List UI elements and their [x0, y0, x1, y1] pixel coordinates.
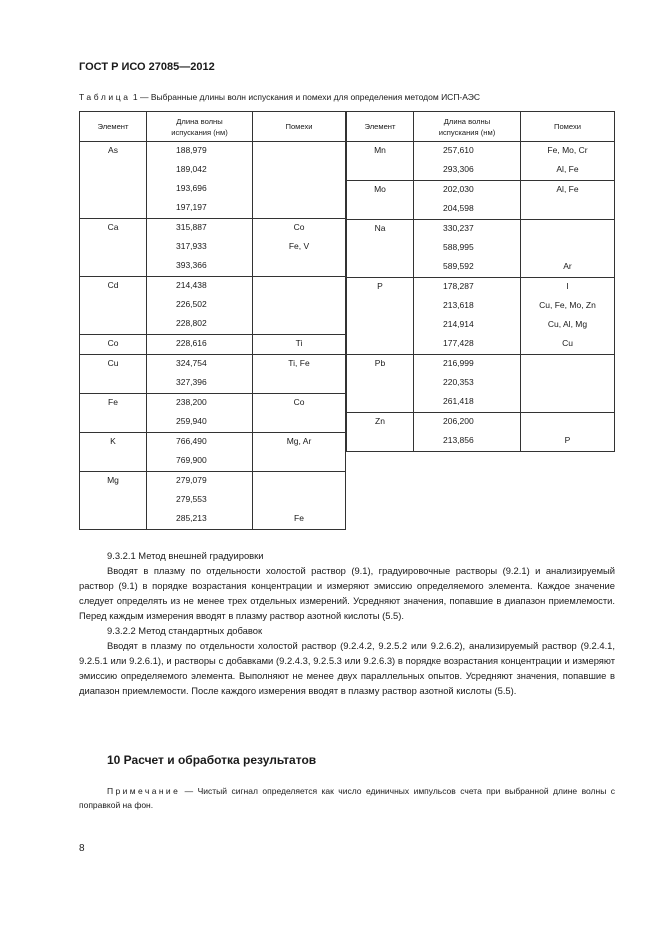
table-row — [347, 239, 615, 258]
element-cell — [347, 239, 414, 258]
wavelength-cell: 213,618 — [414, 297, 521, 316]
page-number: 8 — [79, 843, 85, 854]
table-row — [80, 315, 346, 335]
table-row — [347, 316, 615, 335]
col-header-interference: Помехи — [521, 112, 615, 142]
element-cell — [347, 258, 414, 278]
interference-cell — [253, 374, 346, 394]
interference-cell — [253, 315, 346, 335]
element-cell — [80, 374, 147, 394]
table-row — [80, 413, 346, 433]
element-cell — [80, 180, 147, 199]
table-row — [347, 393, 615, 413]
element-cell — [347, 432, 414, 452]
interference-cell: Co — [253, 394, 346, 414]
wavelength-cell: 588,995 — [414, 239, 521, 258]
element-cell — [80, 315, 147, 335]
element-cell — [80, 161, 147, 180]
wavelength-cell: 202,030 — [414, 181, 521, 201]
wavelength-cell: 178,287 — [414, 278, 521, 298]
wavelength-cell: 204,598 — [414, 200, 521, 220]
wavelength-cell: 766,490 — [147, 433, 253, 453]
element-cell: Mo — [347, 181, 414, 201]
col-header-wavelength-line1: Длина волны — [443, 116, 491, 126]
interference-cell: I — [521, 278, 615, 298]
method-2-text: Вводят в плазму по отдельности холостой раствор (9.2.4.2, 9.2.5.2 или 9.2.6.2), анализируемый раствор (9.2.4.1, 9.2.5.1 или 9.2.6.1), и растворы с добавками (9.2.4.3, 9.2.5.3 или 9.2.6.3) в порядке возрастания концентрации и измеряют эмиссию определяемого элемента. Выполняют не менее двух параллельных опытов. Усредняют значения, попавшие в диапазон приемлемости. После каждого измерения вводят в плазму раствор азотной кислоты (5.5). — [79, 640, 615, 696]
element-cell — [80, 257, 147, 277]
interference-cell: Ar — [521, 258, 615, 278]
table-row — [80, 433, 346, 453]
table-row — [80, 452, 346, 472]
table-row — [80, 296, 346, 315]
element-cell: K — [80, 433, 147, 453]
interference-cell: Fe, Mo, Cr — [521, 142, 615, 162]
interference-cell — [521, 413, 615, 433]
interference-cell: Ti — [253, 335, 346, 355]
element-cell — [80, 452, 147, 472]
table-row — [347, 278, 615, 298]
wavelength-cell: 213,856 — [414, 432, 521, 452]
wavelength-cell: 214,438 — [147, 277, 253, 297]
interference-cell: Ti, Fe — [253, 355, 346, 375]
interference-cell — [521, 239, 615, 258]
table-row — [80, 219, 346, 239]
wavelength-cell: 285,213 — [147, 510, 253, 530]
col-header-element: Элемент — [347, 112, 414, 142]
table-row — [80, 142, 346, 162]
wavelength-cell: 257,610 — [414, 142, 521, 162]
element-cell — [347, 200, 414, 220]
table-row — [80, 491, 346, 510]
interference-cell — [521, 374, 615, 393]
interference-cell — [253, 142, 346, 162]
interference-cell — [521, 393, 615, 413]
interference-cell: Fe — [253, 510, 346, 530]
element-cell — [80, 199, 147, 219]
method-1-text: Вводят в плазму по отдельности холостой раствор (9.1), градуировочные растворы (9.2.1) и анализируемый раствор (9.1) в порядке возрастания концентрации и измеряют эмиссию определяемого элемента. Каждое значение следует определять из не менее трех отдельных измерений. Усредняют значения, попавшие в диапазон приемлемости. Перед каждым измерения вводят в плазму раствор азотной кислоты (5.5). — [79, 565, 615, 621]
table-row — [80, 161, 346, 180]
table-row — [347, 161, 615, 181]
wavelength-cell: 324,754 — [147, 355, 253, 375]
table-row — [347, 432, 615, 452]
col-header-wavelength — [414, 112, 521, 142]
interference-cell — [253, 199, 346, 219]
element-cell — [347, 335, 414, 355]
interference-cell: Al, Fe — [521, 161, 615, 181]
table-row — [347, 374, 615, 393]
note-text: — Чистый сигнал определяется как число единичных импульсов счета при выбранной длине волны с поправкой на фон. — [79, 786, 615, 810]
table-row — [80, 277, 346, 297]
col-header-wavelength-line2: испускания (нм) — [438, 127, 496, 137]
wavelength-cell: 206,200 — [414, 413, 521, 433]
table-header-row — [80, 112, 346, 142]
wavelength-cell: 193,696 — [147, 180, 253, 199]
document-header: ГОСТ Р ИСО 27085—2012 — [79, 61, 215, 73]
wavelength-cell: 261,418 — [414, 393, 521, 413]
table-row — [347, 413, 615, 433]
note — [79, 784, 615, 812]
interference-cell: Fe, V — [253, 238, 346, 257]
element-cell: As — [80, 142, 147, 162]
element-cell: P — [347, 278, 414, 298]
interference-cell: P — [521, 432, 615, 452]
wavelength-cell: 228,802 — [147, 315, 253, 335]
element-cell: Fe — [80, 394, 147, 414]
interference-cell: Co — [253, 219, 346, 239]
table-row — [347, 181, 615, 201]
wavelength-cell: 226,502 — [147, 296, 253, 315]
element-cell — [80, 491, 147, 510]
wavelength-cell: 259,940 — [147, 413, 253, 433]
element-cell: Zn — [347, 413, 414, 433]
interference-cell — [253, 472, 346, 492]
element-cell — [80, 296, 147, 315]
table-caption — [79, 92, 480, 102]
interference-cell — [253, 491, 346, 510]
wavelength-cell: 330,237 — [414, 220, 521, 240]
element-cell: Pb — [347, 355, 414, 375]
interference-cell: Mg, Ar — [253, 433, 346, 453]
wavelength-cell: 327,396 — [147, 374, 253, 394]
wavelength-cell: 216,999 — [414, 355, 521, 375]
interference-cell: Al, Fe — [521, 181, 615, 201]
table-caption-text: 1 — Выбранные длины волн испускания и помехи для определения методом ИСП-АЭС — [130, 92, 480, 102]
element-cell: Cu — [80, 355, 147, 375]
element-cell — [347, 316, 414, 335]
table-row — [347, 258, 615, 278]
element-cell — [347, 393, 414, 413]
wavelength-cell: 197,197 — [147, 199, 253, 219]
element-cell — [347, 297, 414, 316]
table-caption-label: Таблица — [79, 92, 131, 102]
wavelength-cell: 228,616 — [147, 335, 253, 355]
wavelength-cell: 393,366 — [147, 257, 253, 277]
element-cell: Cd — [80, 277, 147, 297]
interference-cell — [253, 161, 346, 180]
element-cell: Mn — [347, 142, 414, 162]
table-row — [80, 199, 346, 219]
table-row — [80, 510, 346, 530]
section-title: 10 Расчет и обработка результатов — [107, 753, 317, 767]
wavelength-cell: 769,900 — [147, 452, 253, 472]
wavelength-cell: 189,042 — [147, 161, 253, 180]
table-row — [347, 142, 615, 162]
interference-cell: Cu, Al, Mg — [521, 316, 615, 335]
wavelength-table-left — [79, 111, 346, 530]
element-cell — [347, 161, 414, 181]
table-row — [347, 297, 615, 316]
table-row — [347, 335, 615, 355]
wavelength-cell: 315,887 — [147, 219, 253, 239]
method-1-title: 9.3.2.1 Метод внешней градуировки — [107, 550, 264, 561]
note-label: Примечание — [107, 786, 181, 796]
interference-cell — [253, 413, 346, 433]
interference-cell — [253, 452, 346, 472]
wavelength-cell: 188,979 — [147, 142, 253, 162]
col-header-element: Элемент — [80, 112, 147, 142]
element-cell: Na — [347, 220, 414, 240]
element-cell — [80, 238, 147, 257]
interference-cell: Cu — [521, 335, 615, 355]
wavelength-table-right — [346, 111, 615, 452]
interference-cell — [253, 257, 346, 277]
table-row — [347, 220, 615, 240]
wavelength-cell: 220,353 — [414, 374, 521, 393]
wavelength-cell: 317,933 — [147, 238, 253, 257]
interference-cell: Cu, Fe, Mo, Zn — [521, 297, 615, 316]
table-row — [80, 472, 346, 492]
table-row — [80, 374, 346, 394]
element-cell — [347, 374, 414, 393]
interference-cell — [253, 296, 346, 315]
interference-cell — [253, 277, 346, 297]
table-row — [80, 180, 346, 199]
table-row — [80, 238, 346, 257]
interference-cell — [521, 200, 615, 220]
col-header-wavelength — [147, 112, 253, 142]
element-cell: Ca — [80, 219, 147, 239]
element-cell: Co — [80, 335, 147, 355]
element-cell: Mg — [80, 472, 147, 492]
methods-section — [79, 548, 615, 698]
table-row — [347, 200, 615, 220]
interference-cell — [521, 220, 615, 240]
table-row — [80, 355, 346, 375]
table-row — [347, 355, 615, 375]
table-header-row — [347, 112, 615, 142]
table-row — [80, 335, 346, 355]
interference-cell — [521, 355, 615, 375]
element-cell — [80, 413, 147, 433]
wavelength-cell: 279,553 — [147, 491, 253, 510]
wavelength-cell: 589,592 — [414, 258, 521, 278]
method-2-title: 9.3.2.2 Метод стандартных добавок — [107, 625, 263, 636]
wavelength-cell: 177,428 — [414, 335, 521, 355]
col-header-wavelength-line1: Длина волны — [176, 116, 223, 126]
wavelength-cell: 238,200 — [147, 394, 253, 414]
table-row — [80, 257, 346, 277]
col-header-interference: Помехи — [253, 112, 346, 142]
wavelength-cell: 214,914 — [414, 316, 521, 335]
wavelength-cell: 279,079 — [147, 472, 253, 492]
col-header-wavelength-line2: испускания (нм) — [171, 127, 228, 137]
table-row — [80, 394, 346, 414]
element-cell — [80, 510, 147, 530]
interference-cell — [253, 180, 346, 199]
wavelength-cell: 293,306 — [414, 161, 521, 181]
